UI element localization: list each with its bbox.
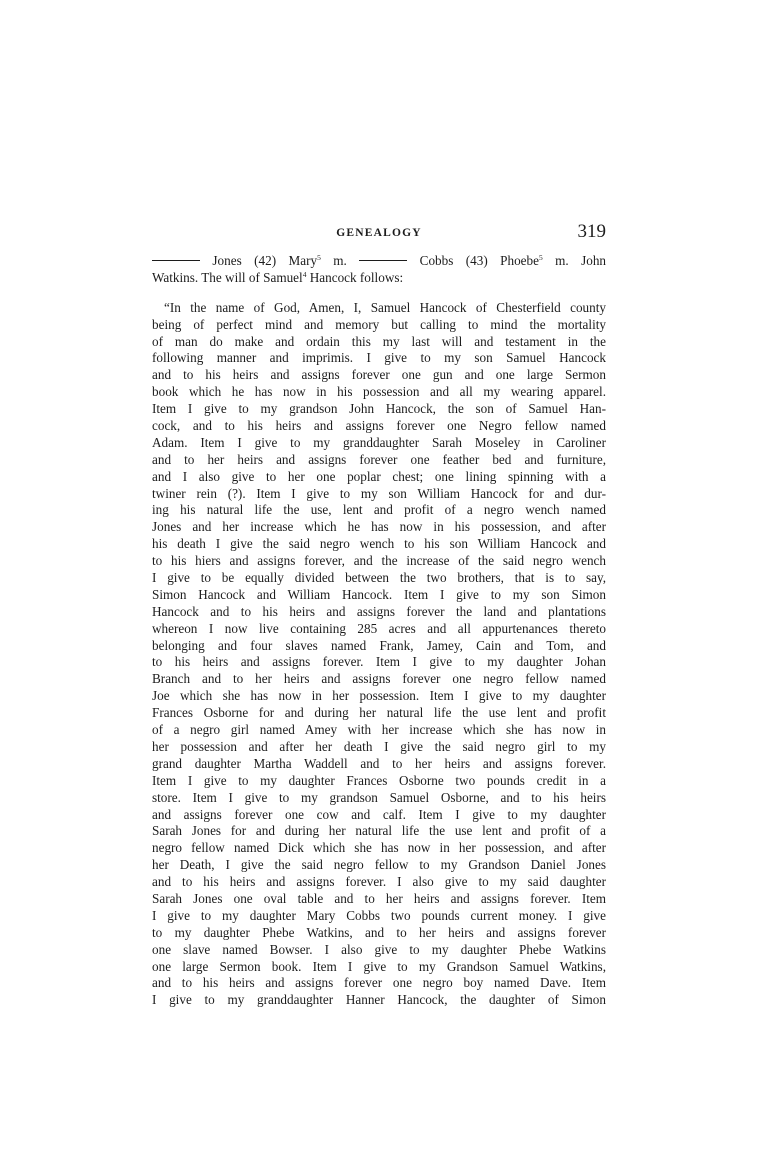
text-line: to my daughter Phebe Watkins, and to her heirs and assigns forever <box>152 924 606 940</box>
paragraph-gap <box>152 287 606 300</box>
text-line: of a negro girl named Amey with her increase which she has now in <box>152 722 606 738</box>
blank-dash <box>359 260 407 261</box>
text-line: Sarah Jones one oval table and to her heirs and assigns forever. Item <box>152 890 606 906</box>
text-line: Joe which she has now in her possession. Item I give to my daughter <box>152 688 606 704</box>
text-line: of man do make and ordain this my last will and testament in the <box>152 333 606 349</box>
running-head <box>152 221 606 251</box>
text-line: being of perfect mind and memory but calling to mind the mortality <box>152 316 606 332</box>
text-line: following manner and imprimis. I give to my son Samuel Hancock <box>152 350 606 366</box>
text-line: Item I give to my daughter Frances Osborne two pounds credit in a <box>152 772 606 788</box>
text-line: one slave named Bowser. I also give to my daughter Phebe Watkins <box>152 941 606 957</box>
text-line: Frances Osborne for and during her natural life the use lent and profit <box>152 705 606 721</box>
running-title: GENEALOGY <box>336 227 422 239</box>
text-line: to his hiers and assigns forever, and the increase of the said negro wench <box>152 553 606 569</box>
text-line: and to his heirs and assigns forever. I also give to my said daughter <box>152 874 606 890</box>
text-line: Jones and her increase which he has now in his possession, and after <box>152 519 606 535</box>
text-line: her possession and after her death I give the said negro girl to my <box>152 738 606 754</box>
text-line: book which he has now in his possession and all my wearing apparel. <box>152 384 606 400</box>
text-line: to his heirs and assigns forever. Item I give to my daughter Johan <box>152 654 606 670</box>
body-text <box>152 253 606 1009</box>
text-line: whereon I now live containing 285 acres and all appurtenances thereto <box>152 620 606 636</box>
text-line: and I also give to her one poplar chest; one lining spinning with a <box>152 468 606 484</box>
will-paragraph <box>152 300 606 1009</box>
intro-line-2: Watkins. The will of Samuel$^4$ Hancock follows: <box>152 269 404 285</box>
text-line: negro fellow named Dick which she has now in her possession, and after <box>152 840 606 856</box>
text-line: his death I give the said negro wench to his son William Hancock and <box>152 536 606 552</box>
text-line: and to his heirs and assigns forever one gun and one large Sermon <box>152 367 606 383</box>
text-line: Simon Hancock and William Hancock. Item I give to my son Simon <box>152 586 606 602</box>
text-line: Branch and to her heirs and assigns forever one negro fellow named <box>152 671 606 687</box>
text-line: twiner rein (?). Item I give to my son William Hancock for and dur- <box>152 485 606 501</box>
text-line: grand daughter Martha Waddell and to her heirs and assigns forever. <box>152 755 606 771</box>
text-line: Hancock and to his heirs and assigns forever the land and plantations <box>152 603 606 619</box>
text-line: cock, and to his heirs and assigns forever one Negro fellow named <box>152 418 606 434</box>
text-line: Adam. Item I give to my granddaughter Sarah Moseley in Caroliner <box>152 434 606 450</box>
text-line: I give to my daughter Mary Cobbs two pounds current money. I give <box>152 907 606 923</box>
blank-dash <box>152 260 200 261</box>
text-line: and to her heirs and assigns forever one feather bed and furniture, <box>152 451 606 467</box>
text-line: belonging and four slaves named Frank, Jamey, Cain and Tom, and <box>152 637 606 653</box>
text-line: one large Sermon book. Item I give to my Grandson Samuel Watkins, <box>152 958 606 974</box>
text-line: I give to be equally divided between the two brothers, that is to say, <box>152 570 606 586</box>
text-line: Item I give to my grandson John Hancock, the son of Samuel Han- <box>152 401 606 417</box>
text-line: Sarah Jones for and during her natural life the use lent and profit of a <box>152 823 606 839</box>
text-line: her Death, I give the said negro fellow to my Grandson Daniel Jones <box>152 857 606 873</box>
page-number: 319 <box>577 221 606 242</box>
text-line: store. Item I give to my grandson Samuel Osborne, and to his heirs <box>152 789 606 805</box>
text-line: and assigns forever one cow and calf. Item I give to my daughter <box>152 806 606 822</box>
text-line: “In the name of God, Amen, I, Samuel Hancock of Chesterfield county <box>164 299 606 315</box>
intro-line-1: Jones (42) Mary$^5$ m. Cobbs (43) Phoebe$^5$ m. John <box>152 253 606 270</box>
text-line: I give to my granddaughter Hanner Hancock, the daughter of Simon <box>152 992 606 1008</box>
text-line: ing his natural life the use, lent and profit of a negro wench named <box>152 502 606 518</box>
text-line: and to his heirs and assigns forever one negro boy named Dave. Item <box>152 975 606 991</box>
